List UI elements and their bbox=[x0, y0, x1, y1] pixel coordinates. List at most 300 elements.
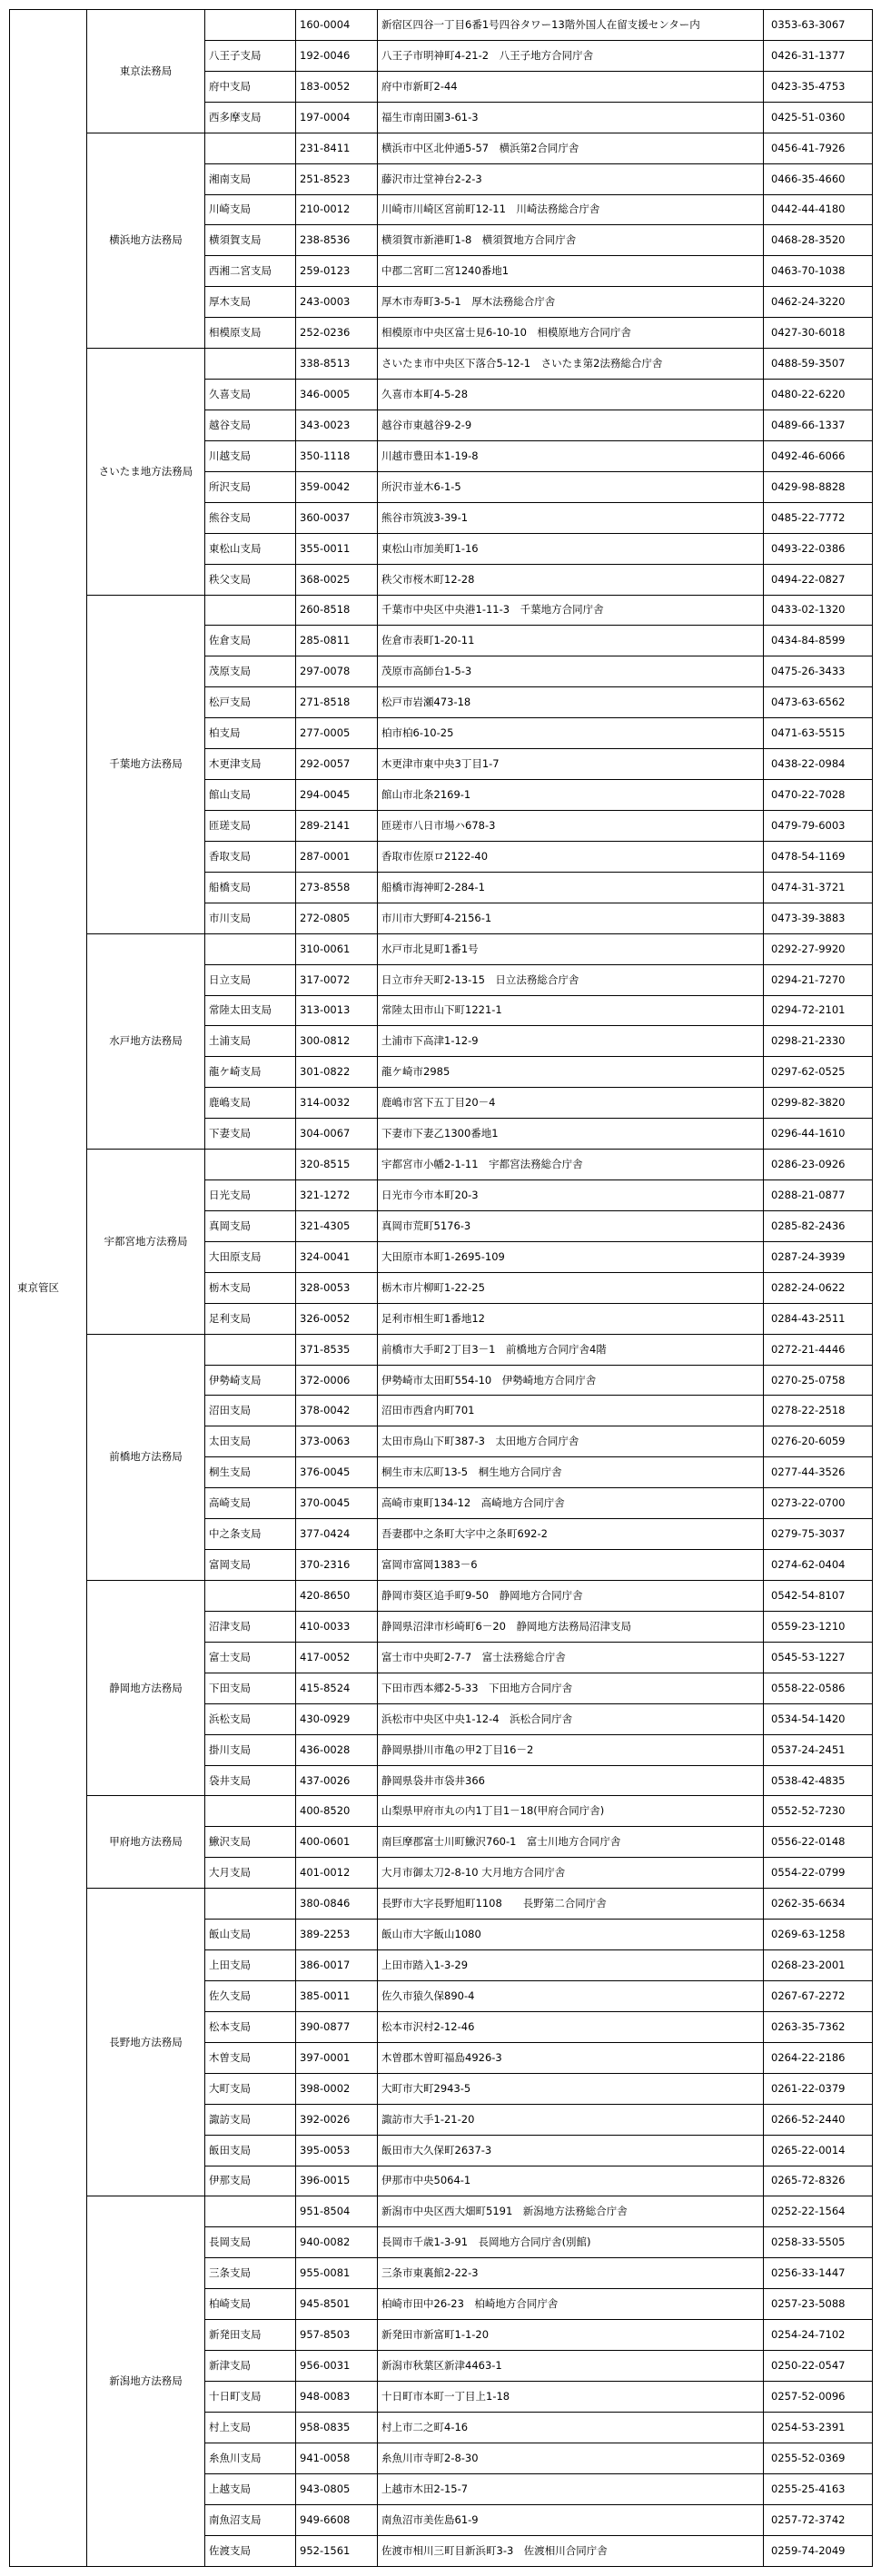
address-cell: 水戸市北見町1番1号 bbox=[378, 933, 764, 964]
phone-number-cell: 0278-22-2518 bbox=[764, 1396, 873, 1426]
postal-code-cell: 231-8411 bbox=[296, 133, 378, 163]
postal-code-cell: 397-0001 bbox=[296, 2042, 378, 2073]
address-cell: 栃木市片柳町1-22-25 bbox=[378, 1272, 764, 1303]
address-cell: 上越市木田2-15-7 bbox=[378, 2473, 764, 2504]
address-cell: 鹿嶋市宮下五丁目20－4 bbox=[378, 1088, 764, 1119]
branch-name-cell: 越谷支局 bbox=[205, 410, 296, 440]
phone-number-cell: 0493-22-0386 bbox=[764, 533, 873, 564]
phone-number-cell: 0466-35-4660 bbox=[764, 163, 873, 194]
branch-name-cell: 柏崎支局 bbox=[205, 2289, 296, 2320]
address-cell: 越谷市東越谷9-2-9 bbox=[378, 410, 764, 440]
branch-name-cell: 船橋支局 bbox=[205, 872, 296, 903]
branch-name-cell: 鹿嶋支局 bbox=[205, 1088, 296, 1119]
phone-number-cell: 0270-25-0758 bbox=[764, 1365, 873, 1396]
postal-code-cell: 314-0032 bbox=[296, 1088, 378, 1119]
branch-name-cell: 茂原支局 bbox=[205, 656, 296, 687]
postal-code-cell: 243-0003 bbox=[296, 287, 378, 318]
postal-code-cell: 251-8523 bbox=[296, 163, 378, 194]
branch-name-cell: 木更津支局 bbox=[205, 749, 296, 780]
address-cell: 吾妻郡中之条町大字中之条町692-2 bbox=[378, 1519, 764, 1550]
phone-number-cell: 0286-23-0926 bbox=[764, 1150, 873, 1180]
postal-code-cell: 289-2141 bbox=[296, 810, 378, 841]
postal-code-cell: 396-0015 bbox=[296, 2166, 378, 2196]
branch-name-cell bbox=[205, 2196, 296, 2227]
branch-name-cell bbox=[205, 133, 296, 163]
postal-code-cell: 287-0001 bbox=[296, 841, 378, 872]
region-cell: 東京管区 bbox=[10, 10, 87, 2567]
branch-name-cell: 伊勢崎支局 bbox=[205, 1365, 296, 1396]
branch-name-cell: 高崎支局 bbox=[205, 1488, 296, 1519]
phone-number-cell: 0471-63-5515 bbox=[764, 718, 873, 749]
postal-code-cell: 238-8536 bbox=[296, 225, 378, 256]
postal-code-cell: 386-0017 bbox=[296, 1950, 378, 1981]
postal-code-cell: 343-0023 bbox=[296, 410, 378, 440]
phone-number-cell: 0272-21-4446 bbox=[764, 1334, 873, 1365]
branch-name-cell: 栃木支局 bbox=[205, 1272, 296, 1303]
branch-name-cell bbox=[205, 933, 296, 964]
branch-name-cell: 南魚沼支局 bbox=[205, 2504, 296, 2535]
branch-name-cell: 秩父支局 bbox=[205, 564, 296, 595]
postal-code-cell: 410-0033 bbox=[296, 1611, 378, 1642]
postal-code-cell: 377-0424 bbox=[296, 1519, 378, 1550]
address-cell: 高崎市東町134-12 高崎地方合同庁舎 bbox=[378, 1488, 764, 1519]
postal-code-cell: 320-8515 bbox=[296, 1150, 378, 1180]
phone-number-cell: 0474-31-3721 bbox=[764, 872, 873, 903]
phone-number-cell: 0257-52-0096 bbox=[764, 2381, 873, 2412]
phone-number-cell: 0558-22-0586 bbox=[764, 1673, 873, 1703]
branch-name-cell: 木曽支局 bbox=[205, 2042, 296, 2073]
branch-name-cell: 太田支局 bbox=[205, 1426, 296, 1457]
bureau-name-cell: さいたま地方法務局 bbox=[87, 349, 205, 595]
address-cell: 府中市新町2-44 bbox=[378, 71, 764, 102]
branch-name-cell: 市川支局 bbox=[205, 903, 296, 933]
address-cell: 木曽郡木曽町福島4926-3 bbox=[378, 2042, 764, 2073]
table-body bbox=[10, 10, 873, 2567]
phone-number-cell: 0433-02-1320 bbox=[764, 595, 873, 626]
address-cell: 秩父市桜木町12-28 bbox=[378, 564, 764, 595]
phone-number-cell: 0266-52-2440 bbox=[764, 2104, 873, 2135]
postal-code-cell: 378-0042 bbox=[296, 1396, 378, 1426]
phone-number-cell: 0552-52-7230 bbox=[764, 1796, 873, 1827]
postal-code-cell: 359-0042 bbox=[296, 471, 378, 502]
address-cell: 伊勢崎市太田町554-10 伊勢崎地方合同庁舎 bbox=[378, 1365, 764, 1396]
branch-name-cell: 龍ケ崎支局 bbox=[205, 1057, 296, 1088]
branch-name-cell: 下田支局 bbox=[205, 1673, 296, 1703]
table-row bbox=[10, 595, 873, 626]
branch-name-cell: 沼田支局 bbox=[205, 1396, 296, 1426]
address-cell: 下田市西本郷2-5-33 下田地方合同庁舎 bbox=[378, 1673, 764, 1703]
bureau-name-cell: 横浜地方法務局 bbox=[87, 133, 205, 348]
postal-code-cell: 259-0123 bbox=[296, 256, 378, 287]
address-cell: 静岡県掛川市亀の甲2丁目16－2 bbox=[378, 1734, 764, 1765]
phone-number-cell: 0268-23-2001 bbox=[764, 1950, 873, 1981]
phone-number-cell: 0254-53-2391 bbox=[764, 2412, 873, 2443]
postal-code-cell: 952-1561 bbox=[296, 2535, 378, 2566]
phone-number-cell: 0258-33-5505 bbox=[764, 2227, 873, 2258]
phone-number-cell: 0462-24-3220 bbox=[764, 287, 873, 318]
bureau-name-cell: 水戸地方法務局 bbox=[87, 933, 205, 1149]
branch-name-cell: 足利支局 bbox=[205, 1303, 296, 1334]
postal-code-cell: 260-8518 bbox=[296, 595, 378, 626]
phone-number-cell: 0296-44-1610 bbox=[764, 1119, 873, 1150]
phone-number-cell: 0277-44-3526 bbox=[764, 1457, 873, 1488]
phone-number-cell: 0537-24-2451 bbox=[764, 1734, 873, 1765]
address-cell: 千葉市中央区中央港1-11-3 千葉地方合同庁舎 bbox=[378, 595, 764, 626]
phone-number-cell: 0299-82-3820 bbox=[764, 1088, 873, 1119]
postal-code-cell: 328-0053 bbox=[296, 1272, 378, 1303]
phone-number-cell: 0480-22-6220 bbox=[764, 380, 873, 410]
table-row bbox=[10, 1334, 873, 1365]
postal-code-cell: 371-8535 bbox=[296, 1334, 378, 1365]
phone-number-cell: 0276-20-6059 bbox=[764, 1426, 873, 1457]
address-cell: 中郡二宮町二宮1240番地1 bbox=[378, 256, 764, 287]
address-cell: 佐渡市相川三町目新浜町3-3 佐渡相川合同庁舎 bbox=[378, 2535, 764, 2566]
address-cell: 川越市豊田本1-19-8 bbox=[378, 440, 764, 471]
phone-number-cell: 0252-22-1564 bbox=[764, 2196, 873, 2227]
address-cell: 熊谷市筑波3-39-1 bbox=[378, 502, 764, 533]
postal-code-cell: 390-0877 bbox=[296, 2011, 378, 2042]
address-cell: 佐久市猿久保890-4 bbox=[378, 1981, 764, 2012]
branch-name-cell: 八王子支局 bbox=[205, 40, 296, 71]
postal-code-cell: 370-2316 bbox=[296, 1550, 378, 1581]
address-cell: 土浦市下高津1-12-9 bbox=[378, 1026, 764, 1057]
postal-code-cell: 360-0037 bbox=[296, 502, 378, 533]
postal-code-cell: 430-0929 bbox=[296, 1703, 378, 1734]
address-cell: 太田市鳥山下町387-3 太田地方合同庁舎 bbox=[378, 1426, 764, 1457]
phone-number-cell: 0287-24-3939 bbox=[764, 1241, 873, 1272]
address-cell: 新潟市秋葉区新津4463-1 bbox=[378, 2351, 764, 2382]
table-row bbox=[10, 133, 873, 163]
phone-number-cell: 0254-24-7102 bbox=[764, 2320, 873, 2351]
postal-code-cell: 392-0026 bbox=[296, 2104, 378, 2135]
phone-number-cell: 0423-35-4753 bbox=[764, 71, 873, 102]
address-cell: 下妻市下妻乙1300番地1 bbox=[378, 1119, 764, 1150]
postal-code-cell: 192-0046 bbox=[296, 40, 378, 71]
branch-name-cell: 飯田支局 bbox=[205, 2135, 296, 2166]
bureau-name-cell: 東京法務局 bbox=[87, 10, 205, 133]
phone-number-cell: 0468-28-3520 bbox=[764, 225, 873, 256]
postal-code-cell: 324-0041 bbox=[296, 1241, 378, 1272]
phone-number-cell: 0488-59-3507 bbox=[764, 349, 873, 380]
phone-number-cell: 0256-33-1447 bbox=[764, 2258, 873, 2289]
address-cell: 新潟市中央区西大畑町5191 新潟地方法務総合庁舎 bbox=[378, 2196, 764, 2227]
postal-code-cell: 370-0045 bbox=[296, 1488, 378, 1519]
address-cell: 福生市南田園3-61-3 bbox=[378, 102, 764, 133]
phone-number-cell: 0470-22-7028 bbox=[764, 780, 873, 811]
address-cell: 東松山市加美町1-16 bbox=[378, 533, 764, 564]
office-directory-table bbox=[9, 9, 873, 2567]
address-cell: 館山市北条2169-1 bbox=[378, 780, 764, 811]
phone-number-cell: 0442-44-4180 bbox=[764, 194, 873, 225]
phone-number-cell: 0456-41-7926 bbox=[764, 133, 873, 163]
postal-code-cell: 956-0031 bbox=[296, 2351, 378, 2382]
postal-code-cell: 277-0005 bbox=[296, 718, 378, 749]
phone-number-cell: 0485-22-7772 bbox=[764, 502, 873, 533]
postal-code-cell: 943-0805 bbox=[296, 2473, 378, 2504]
branch-name-cell: 相模原支局 bbox=[205, 318, 296, 349]
branch-name-cell: 川崎支局 bbox=[205, 194, 296, 225]
phone-number-cell: 0542-54-8107 bbox=[764, 1581, 873, 1612]
postal-code-cell: 285-0811 bbox=[296, 626, 378, 656]
branch-name-cell: 上田支局 bbox=[205, 1950, 296, 1981]
branch-name-cell: 柏支局 bbox=[205, 718, 296, 749]
address-cell: 厚木市寿町3-5-1 厚木法務総合庁舎 bbox=[378, 287, 764, 318]
address-cell: 横須賀市新港町1-8 横須賀地方合同庁舎 bbox=[378, 225, 764, 256]
phone-number-cell: 0255-52-0369 bbox=[764, 2443, 873, 2473]
postal-code-cell: 301-0822 bbox=[296, 1057, 378, 1088]
address-cell: 桐生市末広町13-5 桐生地方合同庁舎 bbox=[378, 1457, 764, 1488]
postal-code-cell: 401-0012 bbox=[296, 1858, 378, 1889]
postal-code-cell: 400-8520 bbox=[296, 1796, 378, 1827]
branch-name-cell bbox=[205, 1581, 296, 1612]
branch-name-cell: 三条支局 bbox=[205, 2258, 296, 2289]
phone-number-cell: 0545-53-1227 bbox=[764, 1642, 873, 1673]
address-cell: 新宿区四谷一丁目6番1号四谷タワー13階外国人在留支援センター内 bbox=[378, 10, 764, 41]
phone-number-cell: 0494-22-0827 bbox=[764, 564, 873, 595]
postal-code-cell: 210-0012 bbox=[296, 194, 378, 225]
branch-name-cell: 厚木支局 bbox=[205, 287, 296, 318]
branch-name-cell: 浜松支局 bbox=[205, 1703, 296, 1734]
address-cell: 茂原市高師台1-5-3 bbox=[378, 656, 764, 687]
postal-code-cell: 400-0601 bbox=[296, 1827, 378, 1858]
address-cell: 相模原市中央区富士見6-10-10 相模原地方合同庁舎 bbox=[378, 318, 764, 349]
branch-name-cell: 佐久支局 bbox=[205, 1981, 296, 2012]
address-cell: 南魚沼市美佐島61-9 bbox=[378, 2504, 764, 2535]
address-cell: 伊那市中央5064-1 bbox=[378, 2166, 764, 2196]
postal-code-cell: 420-8650 bbox=[296, 1581, 378, 1612]
postal-code-cell: 197-0004 bbox=[296, 102, 378, 133]
branch-name-cell: 新発田支局 bbox=[205, 2320, 296, 2351]
postal-code-cell: 271-8518 bbox=[296, 687, 378, 718]
branch-name-cell bbox=[205, 349, 296, 380]
branch-name-cell: 鰍沢支局 bbox=[205, 1827, 296, 1858]
postal-code-cell: 183-0052 bbox=[296, 71, 378, 102]
address-cell: 匝瑳市八日市場ハ678-3 bbox=[378, 810, 764, 841]
phone-number-cell: 0559-23-1210 bbox=[764, 1611, 873, 1642]
address-cell: 富岡市富岡1383－6 bbox=[378, 1550, 764, 1581]
branch-name-cell: 所沢支局 bbox=[205, 471, 296, 502]
phone-number-cell: 0434-84-8599 bbox=[764, 626, 873, 656]
table-row bbox=[10, 1889, 873, 1920]
phone-number-cell: 0282-24-0622 bbox=[764, 1272, 873, 1303]
address-cell: 日光市今市本町20-3 bbox=[378, 1180, 764, 1211]
postal-code-cell: 317-0072 bbox=[296, 964, 378, 995]
phone-number-cell: 0556-22-0148 bbox=[764, 1827, 873, 1858]
phone-number-cell: 0298-21-2330 bbox=[764, 1026, 873, 1057]
phone-number-cell: 0267-67-2272 bbox=[764, 1981, 873, 2012]
branch-name-cell bbox=[205, 1150, 296, 1180]
branch-name-cell: 佐渡支局 bbox=[205, 2535, 296, 2566]
branch-name-cell bbox=[205, 595, 296, 626]
address-cell: 八王子市明神町4-21-2 八王子地方合同庁舎 bbox=[378, 40, 764, 71]
branch-name-cell: 川越支局 bbox=[205, 440, 296, 471]
address-cell: 飯山市大字飯山1080 bbox=[378, 1920, 764, 1950]
phone-number-cell: 0297-62-0525 bbox=[764, 1057, 873, 1088]
table-row bbox=[10, 933, 873, 964]
address-cell: 久喜市本町4-5-28 bbox=[378, 380, 764, 410]
postal-code-cell: 346-0005 bbox=[296, 380, 378, 410]
address-cell: 市川市大野町4-2156-1 bbox=[378, 903, 764, 933]
phone-number-cell: 0294-21-7270 bbox=[764, 964, 873, 995]
phone-number-cell: 0257-72-3742 bbox=[764, 2504, 873, 2535]
table-row bbox=[10, 1796, 873, 1827]
postal-code-cell: 398-0002 bbox=[296, 2073, 378, 2104]
address-cell: 静岡県沼津市杉崎町6－20 静岡地方法務局沼津支局 bbox=[378, 1611, 764, 1642]
branch-name-cell bbox=[205, 10, 296, 41]
address-cell: 飯田市大久保町2637-3 bbox=[378, 2135, 764, 2166]
branch-name-cell: 新津支局 bbox=[205, 2351, 296, 2382]
address-cell: 上田市踏入1-3-29 bbox=[378, 1950, 764, 1981]
branch-name-cell: 湘南支局 bbox=[205, 163, 296, 194]
bureau-name-cell: 新潟地方法務局 bbox=[87, 2196, 205, 2567]
address-cell: さいたま市中央区下落合5-12-1 さいたま第2法務総合庁舎 bbox=[378, 349, 764, 380]
address-cell: 真岡市荒町5176-3 bbox=[378, 1210, 764, 1241]
phone-number-cell: 0250-22-0547 bbox=[764, 2351, 873, 2382]
address-cell: 沼田市西倉内町701 bbox=[378, 1396, 764, 1426]
branch-name-cell: 中之条支局 bbox=[205, 1519, 296, 1550]
table-row bbox=[10, 349, 873, 380]
branch-name-cell: 土浦支局 bbox=[205, 1026, 296, 1057]
branch-name-cell: 諏訪支局 bbox=[205, 2104, 296, 2135]
table-row bbox=[10, 1150, 873, 1180]
postal-code-cell: 350-1118 bbox=[296, 440, 378, 471]
table-row bbox=[10, 1581, 873, 1612]
phone-number-cell: 0284-43-2511 bbox=[764, 1303, 873, 1334]
phone-number-cell: 0264-22-2186 bbox=[764, 2042, 873, 2073]
phone-number-cell: 0263-35-7362 bbox=[764, 2011, 873, 2042]
phone-number-cell: 0255-25-4163 bbox=[764, 2473, 873, 2504]
address-cell: 柏崎市田中26-23 柏崎地方合同庁舎 bbox=[378, 2289, 764, 2320]
bureau-name-cell: 甲府地方法務局 bbox=[87, 1796, 205, 1889]
postal-code-cell: 395-0053 bbox=[296, 2135, 378, 2166]
postal-code-cell: 417-0052 bbox=[296, 1642, 378, 1673]
phone-number-cell: 0438-22-0984 bbox=[764, 749, 873, 780]
phone-number-cell: 0463-70-1038 bbox=[764, 256, 873, 287]
phone-number-cell: 0257-23-5088 bbox=[764, 2289, 873, 2320]
phone-number-cell: 0259-74-2049 bbox=[764, 2535, 873, 2566]
phone-number-cell: 0429-98-8828 bbox=[764, 471, 873, 502]
phone-number-cell: 0534-54-1420 bbox=[764, 1703, 873, 1734]
branch-name-cell bbox=[205, 1334, 296, 1365]
postal-code-cell: 958-0835 bbox=[296, 2412, 378, 2443]
address-cell: 諏訪市大手1-21-20 bbox=[378, 2104, 764, 2135]
phone-number-cell: 0288-21-0877 bbox=[764, 1180, 873, 1211]
bureau-name-cell: 長野地方法務局 bbox=[87, 1889, 205, 2196]
phone-number-cell: 0262-35-6634 bbox=[764, 1889, 873, 1920]
address-cell: 三条市東裏館2-22-3 bbox=[378, 2258, 764, 2289]
branch-name-cell: 富士支局 bbox=[205, 1642, 296, 1673]
branch-name-cell: 真岡支局 bbox=[205, 1210, 296, 1241]
phone-number-cell: 0265-72-8326 bbox=[764, 2166, 873, 2196]
address-cell: 所沢市並木6-1-5 bbox=[378, 471, 764, 502]
postal-code-cell: 304-0067 bbox=[296, 1119, 378, 1150]
branch-name-cell: 富岡支局 bbox=[205, 1550, 296, 1581]
postal-code-cell: 292-0057 bbox=[296, 749, 378, 780]
branch-name-cell: 熊谷支局 bbox=[205, 502, 296, 533]
address-cell: 佐倉市表町1-20-11 bbox=[378, 626, 764, 656]
branch-name-cell: 十日町支局 bbox=[205, 2381, 296, 2412]
address-cell: 船橋市海神町2-284-1 bbox=[378, 872, 764, 903]
branch-name-cell: 大田原支局 bbox=[205, 1241, 296, 1272]
branch-name-cell: 桐生支局 bbox=[205, 1457, 296, 1488]
branch-name-cell: 府中支局 bbox=[205, 71, 296, 102]
branch-name-cell bbox=[205, 1889, 296, 1920]
phone-number-cell: 0269-63-1258 bbox=[764, 1920, 873, 1950]
address-cell: 前橋市大手町2丁目3－1 前橋地方合同庁舎4階 bbox=[378, 1334, 764, 1365]
branch-name-cell: 沼津支局 bbox=[205, 1611, 296, 1642]
address-cell: 日立市弁天町2-13-15 日立法務総合庁舎 bbox=[378, 964, 764, 995]
address-cell: 長野市大字長野旭町1108 長野第二合同庁舎 bbox=[378, 1889, 764, 1920]
postal-code-cell: 326-0052 bbox=[296, 1303, 378, 1334]
postal-code-cell: 321-4305 bbox=[296, 1210, 378, 1241]
address-cell: 龍ケ崎市2985 bbox=[378, 1057, 764, 1088]
address-cell: 浜松市中央区中央1-12-4 浜松合同庁舎 bbox=[378, 1703, 764, 1734]
phone-number-cell: 0292-27-9920 bbox=[764, 933, 873, 964]
bureau-name-cell: 前橋地方法務局 bbox=[87, 1334, 205, 1580]
phone-number-cell: 0285-82-2436 bbox=[764, 1210, 873, 1241]
postal-code-cell: 313-0013 bbox=[296, 995, 378, 1026]
postal-code-cell: 273-8558 bbox=[296, 872, 378, 903]
branch-name-cell: 下妻支局 bbox=[205, 1119, 296, 1150]
phone-number-cell: 0427-30-6018 bbox=[764, 318, 873, 349]
address-cell: 長岡市千歳1-3-91 長岡地方合同庁舎(別館) bbox=[378, 2227, 764, 2258]
branch-name-cell: 大町支局 bbox=[205, 2073, 296, 2104]
branch-name-cell: 佐倉支局 bbox=[205, 626, 296, 656]
branch-name-cell: 掛川支局 bbox=[205, 1734, 296, 1765]
table-row bbox=[10, 2196, 873, 2227]
postal-code-cell: 368-0025 bbox=[296, 564, 378, 595]
postal-code-cell: 437-0026 bbox=[296, 1765, 378, 1796]
postal-code-cell: 300-0812 bbox=[296, 1026, 378, 1057]
address-cell: 十日町市本町一丁目上1-18 bbox=[378, 2381, 764, 2412]
phone-number-cell: 0273-22-0700 bbox=[764, 1488, 873, 1519]
bureau-name-cell: 静岡地方法務局 bbox=[87, 1581, 205, 1796]
postal-code-cell: 949-6608 bbox=[296, 2504, 378, 2535]
address-cell: 横浜市中区北仲通5-57 横浜第2合同庁舎 bbox=[378, 133, 764, 163]
branch-name-cell: 横須賀支局 bbox=[205, 225, 296, 256]
address-cell: 大月市御太刀2-8-10 大月地方合同庁舎 bbox=[378, 1858, 764, 1889]
branch-name-cell: 東松山支局 bbox=[205, 533, 296, 564]
branch-name-cell bbox=[205, 1796, 296, 1827]
postal-code-cell: 355-0011 bbox=[296, 533, 378, 564]
branch-name-cell: 匝瑳支局 bbox=[205, 810, 296, 841]
phone-number-cell: 0473-63-6562 bbox=[764, 687, 873, 718]
branch-name-cell: 長岡支局 bbox=[205, 2227, 296, 2258]
branch-name-cell: 袋井支局 bbox=[205, 1765, 296, 1796]
postal-code-cell: 297-0078 bbox=[296, 656, 378, 687]
postal-code-cell: 957-8503 bbox=[296, 2320, 378, 2351]
address-cell: 香取市佐原ロ2122-40 bbox=[378, 841, 764, 872]
phone-number-cell: 0265-22-0014 bbox=[764, 2135, 873, 2166]
address-cell: 柏市柏6-10-25 bbox=[378, 718, 764, 749]
address-cell: 富士市中央町2-7-7 富士法務総合庁舎 bbox=[378, 1642, 764, 1673]
phone-number-cell: 0489-66-1337 bbox=[764, 410, 873, 440]
branch-name-cell: 伊那支局 bbox=[205, 2166, 296, 2196]
phone-number-cell: 0492-46-6066 bbox=[764, 440, 873, 471]
postal-code-cell: 373-0063 bbox=[296, 1426, 378, 1457]
postal-code-cell: 310-0061 bbox=[296, 933, 378, 964]
postal-code-cell: 272-0805 bbox=[296, 903, 378, 933]
postal-code-cell: 385-0011 bbox=[296, 1981, 378, 2012]
postal-code-cell: 338-8513 bbox=[296, 349, 378, 380]
branch-name-cell: 大月支局 bbox=[205, 1858, 296, 1889]
address-cell: 宇都宮市小幡2-1-11 宇都宮法務総合庁舎 bbox=[378, 1150, 764, 1180]
postal-code-cell: 252-0236 bbox=[296, 318, 378, 349]
branch-name-cell: 飯山支局 bbox=[205, 1920, 296, 1950]
phone-number-cell: 0425-51-0360 bbox=[764, 102, 873, 133]
phone-number-cell: 0294-72-2101 bbox=[764, 995, 873, 1026]
branch-name-cell: 松本支局 bbox=[205, 2011, 296, 2042]
